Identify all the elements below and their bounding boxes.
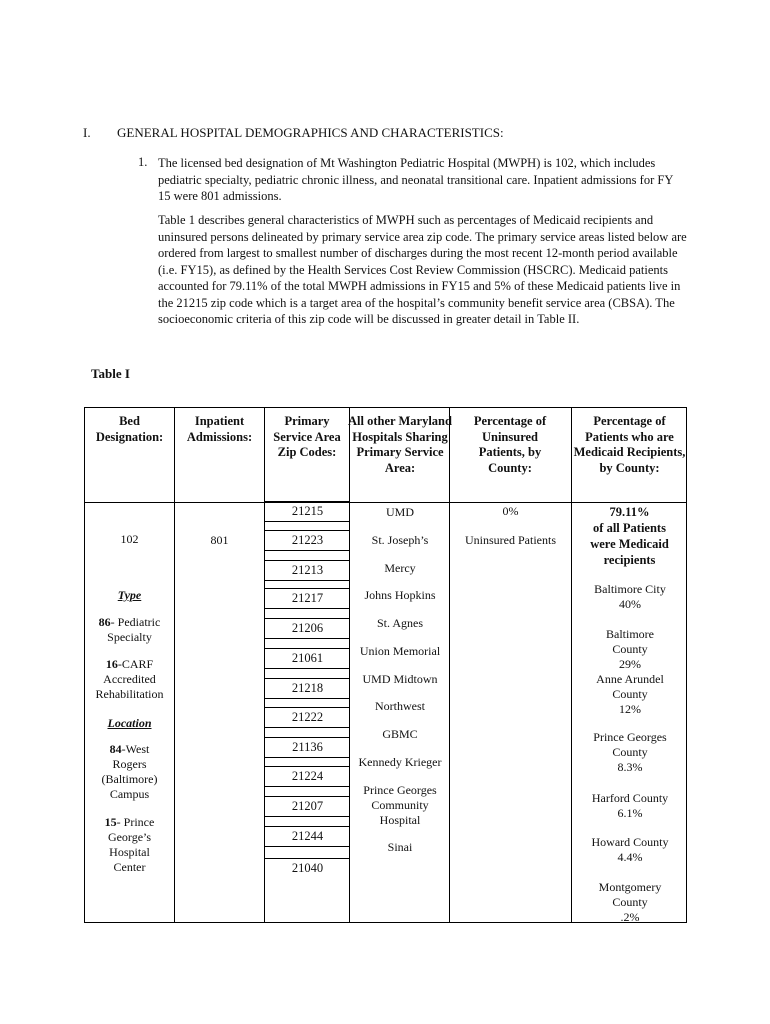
county-percent: 29% <box>619 657 641 671</box>
zip-code: 21244 <box>291 829 324 843</box>
zip-code: 21215 <box>291 504 324 518</box>
hospital-name: Mercy <box>384 561 416 575</box>
county-percent: 12% <box>619 702 641 716</box>
type2-text: -CARF Accredited Rehabilitation <box>95 657 164 701</box>
zip-code: 21207 <box>291 799 324 813</box>
zip-code: 21213 <box>291 563 324 577</box>
header-bed-designation: Bed Designation: <box>95 414 164 444</box>
demographics-table <box>84 407 687 923</box>
header-zip-codes: Primary Service Area Zip Codes: <box>273 414 341 459</box>
loc2-count: 15 <box>104 815 117 829</box>
medicaid-total: 79.11% <box>609 505 650 519</box>
hospital-name: GBMC <box>382 727 418 741</box>
uninsured-label: Uninsured Patients <box>465 533 556 547</box>
header-divider <box>85 502 686 503</box>
county-percent: 4.4% <box>617 850 643 864</box>
county-entry <box>587 791 673 821</box>
county-entry <box>587 730 673 775</box>
type-carf <box>89 657 170 702</box>
table-label: Table I <box>91 366 130 381</box>
zip-code: 21223 <box>291 533 324 547</box>
county-entry <box>587 835 673 865</box>
hospital-name: Sinai <box>387 840 413 854</box>
hospital-name: Union Memorial <box>359 644 441 658</box>
county-name: Montgomery County <box>598 880 662 909</box>
col-divider <box>449 408 450 922</box>
paragraph-1: The licensed bed designation of Mt Washington Pediatric Hospital (MWPH) is 102, which includes pediatric specialty, pediatric chronic illness, and neonatal transitional care. Inpatient admissions for FY 15 were 801 admissions. <box>158 156 673 203</box>
hospital-name: Northwest <box>375 699 425 713</box>
hospital-name: St. Joseph’s <box>371 533 429 547</box>
loc2-text: - Prince George’s Hospital Center <box>107 815 155 874</box>
county-entry <box>587 582 673 612</box>
loc1-count: 84 <box>109 742 122 756</box>
hospital-name: St. Agnes <box>376 616 423 630</box>
county-name: Prince Georges County <box>593 730 667 759</box>
bed-value: 102 <box>120 532 139 546</box>
zip-code: 21136 <box>292 740 323 754</box>
location-label: Location <box>107 716 152 730</box>
zip-code: 21061 <box>291 651 324 665</box>
type1-text: - Pediatric Specialty <box>107 615 161 644</box>
location-west-rogers <box>93 742 166 802</box>
county-entry <box>587 672 673 717</box>
zip-code: 21206 <box>291 621 324 635</box>
county-name: Harford County <box>591 791 669 805</box>
county-entry <box>587 880 673 925</box>
hospital-name: Kennedy Krieger <box>358 755 442 769</box>
type1-count: 86 <box>98 615 111 629</box>
hospital-name: Johns Hopkins <box>364 588 436 602</box>
county-name: Howard County <box>591 835 669 849</box>
header-inpatient-admissions: Inpatient Admissions: <box>186 414 253 444</box>
type2-count: 16 <box>105 657 118 671</box>
item-number: 1. <box>138 155 148 169</box>
county-percent: 8.3% <box>617 760 643 774</box>
section-number: I. <box>83 125 91 140</box>
uninsured-value: 0% <box>502 504 519 518</box>
hospital-name: Prince Georges Community Hospital <box>363 783 437 827</box>
county-name: Baltimore County <box>606 627 654 656</box>
zip-code: 21224 <box>291 769 324 783</box>
type-label: Type <box>117 588 142 602</box>
county-percent: 40% <box>619 597 641 611</box>
county-percent: .2% <box>620 910 640 924</box>
section-title: GENERAL HOSPITAL DEMOGRAPHICS AND CHARACTERISTICS: <box>117 125 504 140</box>
admissions-value: 801 <box>210 533 229 547</box>
hospital-name: UMD <box>385 505 414 519</box>
header-uninsured: Percentage of Uninsured Patients, by County: <box>473 414 547 475</box>
header-other-hospitals: All other Maryland Hospitals Sharing Primary Service Area: <box>348 414 452 475</box>
paragraph-2: Table 1 describes general characteristics of MWPH such as percentages of Medicaid recipients and uninsured persons delineated by primary service area zip code. The primary service areas listed below are ordered from largest to smallest number of discharges during the most recent 12-month period available (i.e. FY15), as defined by the Health Services Cost Review Commission (HSCRC). Medicaid patients accounted for 79.11% of the total MWPH admissions in FY15 and 5% of these Medicaid patients live in the 21215 zip code which is a target area of the hospital’s community benefit service area (CBSA). The socioeconomic criteria of this zip code will be discussed in greater detail in Table II. <box>158 213 687 326</box>
zip-code: 21218 <box>291 681 324 695</box>
zip-code: 21217 <box>291 591 324 605</box>
county-name: Anne Arundel County <box>596 672 664 701</box>
county-name: Baltimore City <box>594 582 666 596</box>
zip-code: 21222 <box>291 710 324 724</box>
type-pediatric <box>89 615 170 645</box>
col-divider <box>174 408 175 922</box>
col-divider <box>571 408 572 922</box>
loc1-text: -West Rogers (Baltimore) Campus <box>101 742 158 801</box>
location-prince-georges <box>93 815 166 875</box>
hospital-name: UMD Midtown <box>362 672 438 686</box>
zip-code: 21040 <box>291 861 324 875</box>
county-percent: 6.1% <box>617 806 643 820</box>
header-medicaid: Percentage of Patients who are Medicaid Recipients, by County: <box>573 414 686 475</box>
county-entry <box>587 627 673 672</box>
medicaid-total-label: of all Patients were Medicaid recipients <box>590 521 669 567</box>
